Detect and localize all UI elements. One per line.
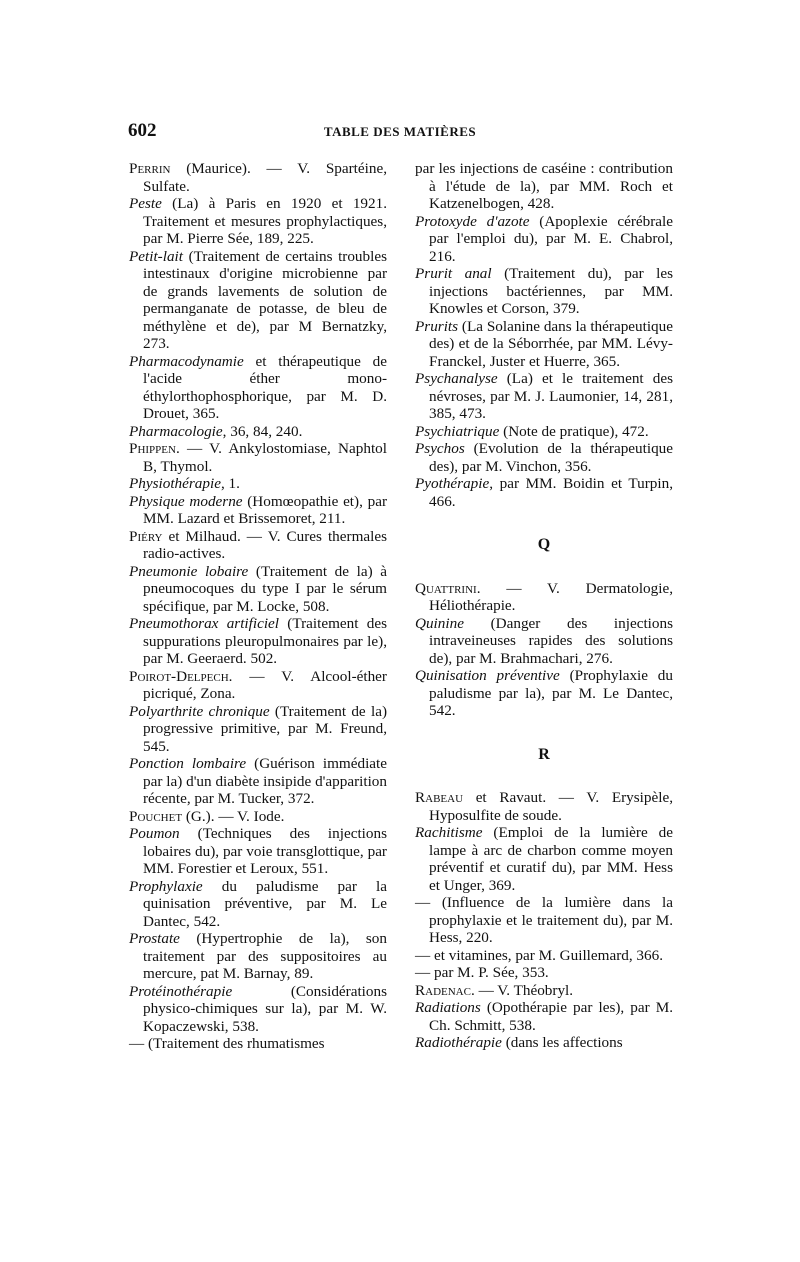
index-entry-heading: Psychos xyxy=(415,440,465,457)
index-entry xyxy=(129,668,387,703)
index-entry-heading: Piéry xyxy=(129,527,163,545)
page-number: 602 xyxy=(128,120,157,141)
index-entry xyxy=(129,248,387,353)
index-entry-heading: Ponction lombaire xyxy=(129,755,247,772)
index-entry-heading: Perrin xyxy=(129,160,171,177)
index-entry-text: (Apoplexie cérébrale par l'emploi du), par M. E. Chabrol, 216. xyxy=(429,212,673,265)
index-entry-heading: Prostate xyxy=(129,930,180,947)
index-entry-heading: — xyxy=(415,964,431,981)
index-entry-heading: Physiothérapie xyxy=(129,475,221,492)
index-entry-heading: Rabeau xyxy=(415,789,464,806)
index-entry-heading: Radenac xyxy=(415,981,471,999)
index-entry-heading: Radiations xyxy=(415,999,481,1016)
index-entry-text: (Hypertrophie de la), son traitement par des suppositoires au mercure, pat M. Barnay, 89. xyxy=(143,930,387,982)
running-head: TABLE DES MATIÈRES xyxy=(323,124,477,139)
index-entry xyxy=(415,475,673,510)
index-entry xyxy=(129,615,387,668)
index-entry xyxy=(129,1035,387,1053)
index-entry-heading: Physique moderne xyxy=(129,492,243,510)
section-q-entries xyxy=(415,580,673,720)
index-entry xyxy=(129,528,387,563)
index-entry-text: . — V. Alcool-éther picriqué, Zona. xyxy=(143,667,387,702)
index-entry xyxy=(129,195,387,248)
index-entry xyxy=(129,703,387,756)
index-entry-heading: Pharmacodynamie xyxy=(129,352,244,370)
index-entry-heading: Pneumothorax artificiel xyxy=(129,615,280,632)
index-entry-text: par les injections de caséine : contribution à l'étude de la), par MM. Roch et Katzenelbogen, 428. xyxy=(415,160,673,212)
index-entry-text: (Considérations physico-chimiques sur la), par M. W. Kopaczewski, 538. xyxy=(143,982,387,1035)
index-entry xyxy=(415,1034,673,1052)
index-entry-heading: Pyothérapie xyxy=(415,475,490,492)
index-entry-text: (La) à Paris en 1920 et 1921. Traitement et mesures prophylactiques, par M. Pierre Sée, 189, 225. xyxy=(143,195,387,247)
index-entry xyxy=(129,353,387,423)
index-entry-heading: Protéinothérapie xyxy=(129,982,233,1000)
index-entry-heading: Phippen xyxy=(129,440,176,457)
section-letter-q: Q xyxy=(537,536,551,553)
index-entry-text: . — V. Ankylostomiase, Naphtol B, Thymol. xyxy=(143,440,387,475)
index-entry-text: (La) et le traitement des névroses, par M. J. Laumonier, 14, 281, 385, 473. xyxy=(429,370,673,422)
index-entry-heading: Rachitisme xyxy=(415,824,483,841)
index-entry xyxy=(415,982,673,1000)
index-entry-heading: Prurits xyxy=(415,317,459,335)
index-entry-heading: Pharmacologie xyxy=(129,422,223,440)
index-entry xyxy=(129,440,387,475)
index-entry-text: . — V. Dermatologie, Héliothérapie. xyxy=(429,579,673,614)
index-entry-text: (dans les affections xyxy=(501,1034,623,1051)
index-entry-heading: Peste xyxy=(129,195,162,212)
index-entry xyxy=(415,213,673,266)
index-entry-text: (G.). — V. Iode. xyxy=(182,807,285,825)
index-entry xyxy=(415,370,673,423)
index-entry-text: (Techniques des injections lobaires du), par voie transglottique, par MM. Forestier et Leroux, 551. xyxy=(143,825,387,877)
index-entry xyxy=(415,964,673,982)
index-entry xyxy=(129,755,387,808)
index-entry-heading: Quinisation préventive xyxy=(415,667,560,684)
index-entry-text: (Influence de la lumière dans la prophylaxie et le traitement du), par M. Hess, 220. xyxy=(429,894,673,946)
section-r-entries xyxy=(415,789,673,1052)
index-entry-heading: Radiothérapie xyxy=(415,1034,502,1051)
index-entry xyxy=(415,894,673,947)
index-entry-heading: — xyxy=(129,1035,145,1052)
index-entry xyxy=(415,160,673,213)
index-entry-heading: Quinine xyxy=(415,614,464,632)
index-entry-heading: Psychanalyse xyxy=(415,370,498,387)
right-column-entries xyxy=(415,160,673,510)
section-letter-r: R xyxy=(538,745,550,763)
index-entry-text: et thérapeutique de l'acide éther mono-éthylorthophosphorique, par M. D. Drouet, 365. xyxy=(143,352,387,422)
index-entry-heading: — xyxy=(415,894,431,911)
index-entry-heading: — xyxy=(415,946,431,964)
index-entry-text: par M. P. Sée, 353. xyxy=(430,964,549,981)
index-entry-text: , par MM. Boidin et Turpin, 466. xyxy=(429,475,673,510)
index-entry-text: (Emploi de la lumière de lampe à arc de charbon comme moyen préventif et curatif du), par MM. Hess et Unger, 369. xyxy=(429,824,673,894)
index-entry xyxy=(129,563,387,616)
index-entry-text: (Note de pratique), 472. xyxy=(499,422,649,440)
index-entry xyxy=(415,318,673,371)
index-entry-heading: Petit-lait xyxy=(129,247,183,265)
index-entry xyxy=(129,878,387,931)
index-entry xyxy=(129,493,387,528)
index-entry xyxy=(129,423,387,441)
index-entry-heading: Poumon xyxy=(129,825,180,842)
index-entry-heading: Polyarthrite chronique xyxy=(129,702,270,720)
index-entry xyxy=(415,423,673,441)
index-entry-text: et Ravaut. — V. Erysipèle, Hyposulfite de soude. xyxy=(429,789,673,824)
index-entry xyxy=(129,930,387,983)
index-entry-text: (Danger des injections intraveineuses rapides des solutions de), par M. Brahmachari, 276. xyxy=(429,614,673,667)
index-entry xyxy=(415,999,673,1034)
index-entry-text: (Opothérapie par les), par M. Ch. Schmitt, 538. xyxy=(429,999,673,1034)
index-entry-text: (Traitement du), par les injections bactériennes, par MM. Knowles et Corson, 379. xyxy=(429,265,674,317)
index-entry-heading: Poirot-Delpech xyxy=(129,667,229,685)
index-entry xyxy=(129,983,387,1036)
index-entry-text: (Traitement de certains troubles intestinaux d'origine microbienne par de grands lavements de solution de permanganate de potasse, de bleu de méthylène et de), par M Bernatzky, 273. xyxy=(143,247,387,352)
index-entry-text: et vitamines, par M. Guillemard, 366. xyxy=(430,946,664,964)
right-column xyxy=(415,160,673,1052)
left-column xyxy=(129,160,387,1053)
index-entry-text: (Traitement des rhumatismes xyxy=(144,1035,325,1052)
index-entry xyxy=(129,160,387,195)
index-entry-text: . — V. Théobryl. xyxy=(470,981,574,999)
index-entry xyxy=(129,475,387,493)
index-entry xyxy=(415,824,673,894)
index-entry-heading: Protoxyde d'azote xyxy=(415,212,530,230)
index-entry-text: (Traitement des suppurations pleuropulmonaires par le), par M. Geeraerd. 502. xyxy=(143,615,387,667)
index-entry xyxy=(415,580,673,615)
index-entry xyxy=(129,808,387,826)
index-entry xyxy=(415,947,673,965)
index-entry-text: (Guérison immédiate par la) d'un diabète insipide d'apparition récente, par M. Tucker, 372. xyxy=(143,755,387,807)
index-entry-text: (Homœopathie et), par MM. Lazard et Brissemoret, 211. xyxy=(143,492,387,527)
index-entry-text: (Evolution de la thérapeutique des), par M. Vinchon, 356. xyxy=(429,440,673,475)
index-entry-heading: Psychiatrique xyxy=(415,422,500,440)
index-entry-text: (Prophylaxie du paludisme par la), par M. Le Dantec, 542. xyxy=(429,667,673,719)
index-entry xyxy=(415,615,673,668)
index-entry-heading: Pouchet xyxy=(129,807,183,825)
index-entry-text: , 1. xyxy=(220,475,240,492)
index-entry-heading: Prurit anal xyxy=(415,265,492,282)
index-entry-text: et Milhaud. — V. Cures thermales radio-actives. xyxy=(143,527,387,562)
index-entry-text: (Traitement de la) à pneumocoques du type I par le sérum spécifique, par M. Locke, 508. xyxy=(143,562,387,615)
index-entry xyxy=(415,667,673,720)
index-entry-heading: Quattrini xyxy=(415,579,477,597)
index-entry-text: (Traitement de la) progressive primitive, par M. Freund, 545. xyxy=(143,702,388,755)
index-entry xyxy=(415,265,673,318)
index-entry xyxy=(129,825,387,878)
index-entry-heading: Pneumonie lobaire xyxy=(129,562,249,580)
index-entry-text: (Maurice). — V. Spartéine, Sulfate. xyxy=(143,160,387,195)
index-entry-text: (La Solanine dans la thérapeutique des) et de la Séborrhée, par MM. Lévy-Franckel, Juster et Huerre, 365. xyxy=(429,317,673,370)
index-entry xyxy=(415,789,673,824)
index-entry-text: , 36, 84, 240. xyxy=(222,422,303,440)
index-entry-text: du paludisme par la quinisation préventive, par M. Le Dantec, 542. xyxy=(143,877,387,930)
index-entry xyxy=(415,440,673,475)
index-entry-heading: Prophylaxie xyxy=(129,877,203,895)
